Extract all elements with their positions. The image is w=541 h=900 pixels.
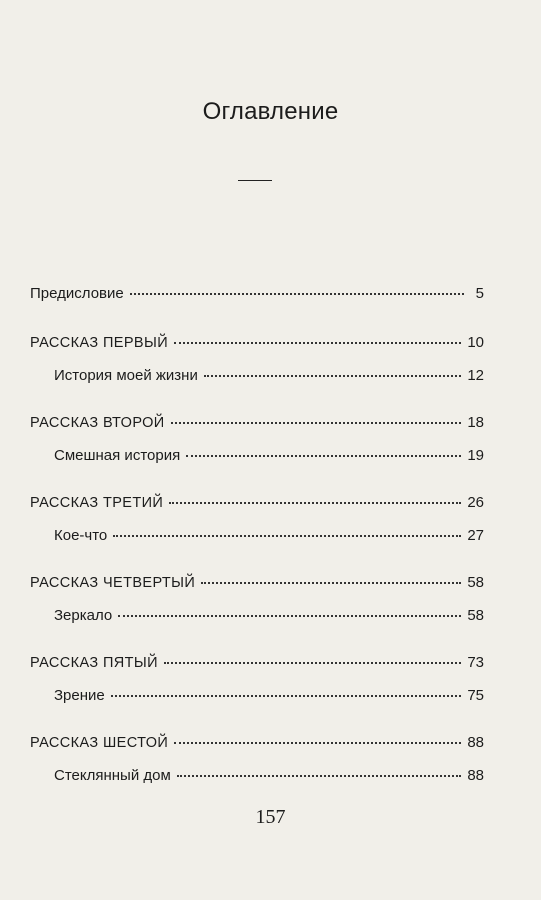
toc-entry-page: 58 bbox=[467, 607, 484, 624]
toc-entry-page: 12 bbox=[467, 367, 484, 384]
toc-entry-label: РАССКАЗ ПЯТЫЙ bbox=[30, 655, 158, 671]
toc-entry-page: 58 bbox=[467, 574, 484, 591]
dot-leader bbox=[171, 422, 462, 424]
toc-entry-page: 75 bbox=[467, 687, 484, 704]
toc-entry-page: 10 bbox=[467, 334, 484, 351]
toc-entry-story[interactable] bbox=[54, 687, 484, 705]
toc-entry-label: РАССКАЗ ШЕСТОЙ bbox=[30, 735, 169, 751]
dot-leader bbox=[169, 502, 461, 504]
dot-leader bbox=[111, 695, 462, 697]
toc-entry-part[interactable] bbox=[30, 414, 484, 432]
toc-entry-part[interactable] bbox=[30, 654, 484, 672]
toc-entry-story[interactable] bbox=[54, 527, 484, 545]
toc-entry-part[interactable] bbox=[30, 574, 484, 592]
toc-entry-story[interactable] bbox=[54, 607, 484, 625]
dot-leader bbox=[174, 342, 461, 344]
toc-entry-label: Предисловие bbox=[30, 285, 124, 302]
dot-leader bbox=[204, 375, 461, 377]
toc-entry-part[interactable] bbox=[30, 494, 484, 512]
toc-entry-page: 88 bbox=[467, 734, 484, 751]
dot-leader bbox=[201, 582, 461, 584]
toc-entry-page: 26 bbox=[467, 494, 484, 511]
toc-entry-page: 18 bbox=[467, 414, 484, 431]
toc-entry-page: 73 bbox=[467, 654, 484, 671]
toc-entry-label: Смешная история bbox=[54, 447, 181, 464]
toc-entry-story[interactable] bbox=[54, 367, 484, 385]
title-divider bbox=[238, 180, 272, 181]
dot-leader bbox=[174, 742, 461, 744]
dot-leader bbox=[130, 293, 464, 295]
toc-entry-story[interactable] bbox=[54, 767, 484, 785]
toc-entry-story[interactable] bbox=[54, 447, 484, 465]
toc-entry-page: 88 bbox=[467, 767, 484, 784]
dot-leader bbox=[177, 775, 462, 777]
dot-leader bbox=[186, 455, 461, 457]
page-number: 157 bbox=[255, 806, 286, 828]
toc-entry-label: Зрение bbox=[54, 687, 105, 704]
toc-entry-part[interactable] bbox=[30, 734, 484, 752]
toc-entry-label: Кое-что bbox=[54, 527, 108, 544]
toc-entry-part[interactable] bbox=[30, 334, 484, 352]
toc-entry-label: РАССКАЗ ВТОРОЙ bbox=[30, 415, 165, 431]
toc-entry-label: РАССКАЗ ПЕРВЫЙ bbox=[30, 335, 169, 351]
page-title: Оглавление bbox=[202, 98, 339, 125]
dot-leader bbox=[118, 615, 461, 617]
toc-entry-page: 5 bbox=[475, 285, 484, 302]
toc-entry-label: История моей жизни bbox=[54, 367, 198, 384]
dot-leader bbox=[113, 535, 461, 537]
toc-entry-label: РАССКАЗ ЧЕТВЕРТЫЙ bbox=[30, 575, 196, 591]
dot-leader bbox=[164, 662, 461, 664]
toc-entry-label: Стеклянный дом bbox=[54, 767, 171, 784]
toc-entry-label: Зеркало bbox=[54, 607, 113, 624]
toc-entry-page: 19 bbox=[467, 447, 484, 464]
toc-entry-label: РАССКАЗ ТРЕТИЙ bbox=[30, 495, 164, 511]
toc-entry-preface[interactable] bbox=[30, 285, 484, 303]
toc-entry-page: 27 bbox=[467, 527, 484, 544]
